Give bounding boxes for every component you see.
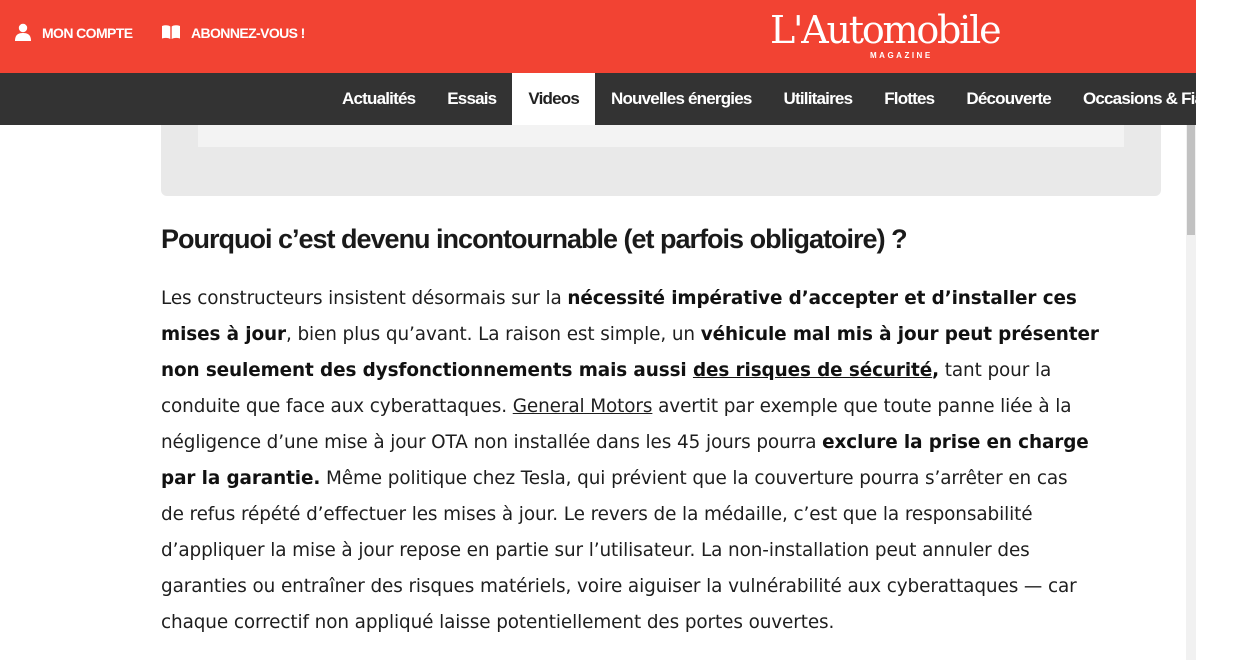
article-line <box>161 389 1161 425</box>
article-text: garanties ou entraîner des risques matériels, voire aiguiser la vulnérabilité aux cyberattaques — car <box>161 576 1077 597</box>
article-line <box>161 569 1161 605</box>
article-line <box>161 317 1161 353</box>
main-nav <box>0 73 1239 125</box>
nav-item-decouverte[interactable]: Découverte <box>966 89 1051 108</box>
article-bold-text: non seulement des dysfonctionnements mais aussi <box>161 360 693 381</box>
nav-item-videos[interactable]: Videos <box>512 73 595 125</box>
article-line <box>161 353 1161 389</box>
article-bold-text: exclure la prise en charge <box>822 432 1089 453</box>
page-scrollbar[interactable] <box>1186 125 1196 660</box>
article-line <box>161 533 1161 569</box>
article-text: chaque correctif non appliqué laisse potentiellement des portes ouvertes. <box>161 612 835 633</box>
article-line <box>161 497 1161 533</box>
account-label: MON COMPTE <box>42 25 133 41</box>
nav-item-nouvelles-energies[interactable]: Nouvelles énergies <box>610 89 752 108</box>
article-line <box>161 605 1161 641</box>
article-bold-text: véhicule mal mis à jour peut présenter <box>700 324 1099 345</box>
subscribe-link[interactable] <box>161 22 305 44</box>
nav-item-flottes[interactable]: Flottes <box>884 89 935 108</box>
article-bold-text: par la garantie. <box>161 468 321 489</box>
article-bold-text: nécessité impérative d’accepter et d’installer ces <box>567 288 1077 309</box>
article-text: avertit par exemple que toute panne liée à la <box>652 396 1072 417</box>
embedded-content-box <box>161 125 1161 196</box>
article-link[interactable]: des risques de sécurité <box>692 360 933 381</box>
subscribe-label: ABONNEZ-VOUS ! <box>191 25 305 41</box>
article-line <box>161 425 1161 461</box>
article-text: , bien plus qu’avant. La raison est simple, un <box>285 324 701 345</box>
logo-text: L'Automobile <box>770 8 1000 52</box>
article-line <box>161 281 1161 317</box>
nav-item-utilitaires[interactable]: Utilitaires <box>783 89 853 108</box>
book-icon <box>161 24 191 43</box>
article-text: tant pour la <box>939 360 1052 381</box>
article-text: négligence d’une mise à jour OTA non installée dans les 45 jours pourra <box>161 432 823 453</box>
article-link[interactable]: General Motors <box>512 396 653 417</box>
article-text: conduite que face aux cyberattaques. <box>161 396 513 417</box>
nav-item-occasions-fiabilite[interactable]: Occasions & Fiabilité <box>1082 89 1239 108</box>
article-text: Même politique chez Tesla, qui prévient que la couverture pourra s’arrêter en cas <box>320 468 1068 489</box>
article-bold-text: , <box>932 360 940 381</box>
nav-item-actualites[interactable]: Actualités <box>342 89 416 108</box>
article-text: d’appliquer la mise à jour repose en partie sur l’utilisateur. La non-installation peut annuler des <box>161 540 1030 561</box>
nav-item-essais[interactable]: Essais <box>447 89 497 108</box>
section-heading: Pourquoi c’est devenu incontournable (et parfois obligatoire) ? <box>161 224 907 254</box>
site-logo[interactable] <box>770 8 1010 64</box>
account-link[interactable] <box>14 22 132 44</box>
article-text: de refus répété d’effectuer les mises à jour. Le revers de la médaille, c’est que la responsabilité <box>161 504 1033 525</box>
article-paragraph <box>161 281 1161 641</box>
scrollbar-thumb[interactable] <box>1187 125 1195 235</box>
article-bold-text: mises à jour <box>161 324 286 345</box>
embedded-content-inner <box>198 125 1124 147</box>
user-icon <box>14 23 42 44</box>
nav-list <box>326 73 1254 125</box>
article-text: Les constructeurs insistent désormais sur la <box>161 288 568 309</box>
top-bar <box>0 0 1196 73</box>
article-line <box>161 461 1161 497</box>
logo-subtitle: MAGAZINE <box>870 51 933 60</box>
